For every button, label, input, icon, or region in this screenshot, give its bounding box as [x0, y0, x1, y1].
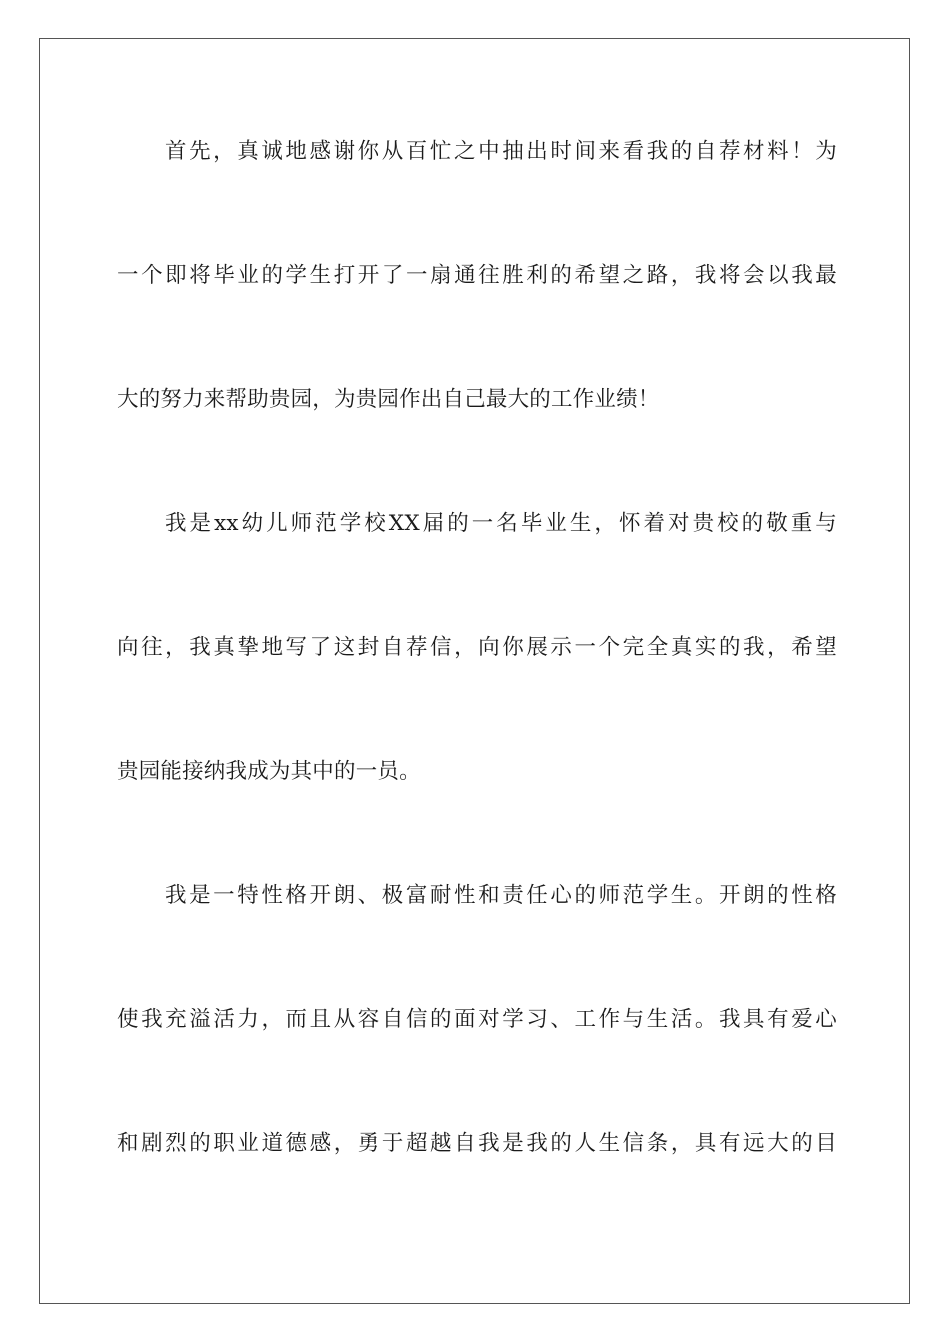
page-frame [39, 38, 910, 1304]
paragraph-2-line-2: 向往，我真挚地写了这封自荐信，向你展示一个完全真实的我，希望 [117, 635, 837, 660]
paragraph-3-line-3: 和剧烈的职业道德感，勇于超越自我是我的人生信条，具有远大的目 [117, 1131, 837, 1156]
paragraph-1-line-1: 首先，真诚地感谢你从百忙之中抽出时间来看我的自荐材料！为 [165, 139, 837, 164]
paragraph-2-line-3: 贵园能接纳我成为其中的一员。 [117, 759, 421, 784]
paragraph-3-line-1: 我是一特性格开朗、极富耐性和责任心的师范学生。开朗的性格 [165, 883, 837, 908]
paragraph-1-line-2: 一个即将毕业的学生打开了一扇通往胜利的希望之路，我将会以我最 [117, 263, 837, 288]
paragraph-3-line-2: 使我充溢活力，而且从容自信的面对学习、工作与生活。我具有爱心 [117, 1007, 837, 1032]
paragraph-2-line-1: 我是xx幼儿师范学校XX届的一名毕业生，怀着对贵校的敬重与 [165, 511, 837, 536]
paragraph-1-line-3: 大的努力来帮助贵园，为贵园作出自己最大的工作业绩！ [117, 387, 660, 412]
